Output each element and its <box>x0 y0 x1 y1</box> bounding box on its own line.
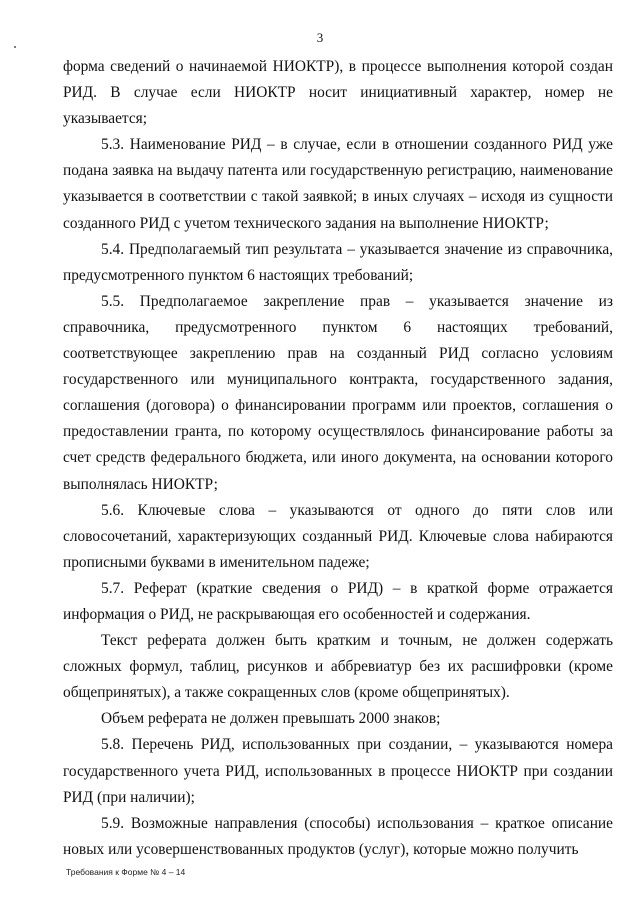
paragraph-5-9: 5.9. Возможные направления (способы) использования – краткое описание новых или усовершенствованных продуктов (услуг), которые можно получить <box>63 814 613 858</box>
paragraph-5-3: 5.3. Наименование РИД – в случае, если в отношении созданного РИД уже подана заявка на выдачу патента или государственную регистрацию, наименование указывается в соответствии с такой заявкой; в иных случаях – исходя из сущности созданного РИД с учетом технического задания на выполнение НИОКТР; <box>63 136 613 232</box>
page-number: 3 <box>316 30 324 45</box>
paragraph-continuation: форма сведений о начинаемой НИОКТР), в процессе выполнения которой создан РИД. В случае если НИОКТР носит инициативный характер, номер не указывается; <box>63 58 613 128</box>
page-footer: Требования к Форме № 4 – 14 <box>66 867 186 877</box>
paragraph-5-7: 5.7. Реферат (краткие сведения о РИД) – в краткой форме отражается информация о РИД, не раскрывающая его особенностей и содержания. <box>63 579 613 623</box>
paragraph-5-6: 5.6. Ключевые слова – указываются от одного до пяти слов или словосочетаний, характеризующих созданный РИД. Ключевые слова набираются прописными буквами в именительном падеже; <box>63 501 613 571</box>
paragraph-5-8: 5.8. Перечень РИД, использованных при создании, – указываются номера государственного учета РИД, использованных в процессе НИОКТР при создании РИД (при наличии); <box>63 736 613 806</box>
paragraph-5-5: 5.5. Предполагаемое закрепление прав – указывается значение из справочника, предусмотренного пунктом 6 настоящих требований, соответствующее закреплению прав на созданный РИД согласно условиям государственного или муниципального контракта, государственного задания, соглашения (договора) о финансировании программ или проектов, соглашения о предоставлении гранта, по которому осуществлялось финансирование работы за счет средств федерального бюджета, или иного документа, на основании которого выполнялась НИОКТР; <box>63 292 613 493</box>
paragraph-abstract-text: Текст реферата должен быть кратким и точным, не должен содержать сложных формул, таблиц, рисунков и аббревиатур без их расшифровки (кроме общепринятых), а также сокращенных слов (кроме общепринятых). <box>63 632 613 702</box>
scan-speck <box>14 46 16 48</box>
paragraph-abstract-length: Объем реферата не должен превышать 2000 знаков; <box>101 710 441 728</box>
paragraph-5-4: 5.4. Предполагаемый тип результата – указывается значение из справочника, предусмотренного пунктом 6 настоящих требований; <box>63 240 613 284</box>
document-body <box>63 54 613 863</box>
